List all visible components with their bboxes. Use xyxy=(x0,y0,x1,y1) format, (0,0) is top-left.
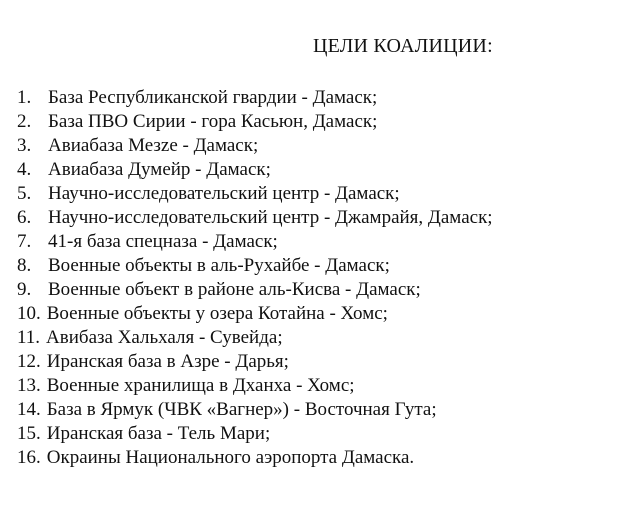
item-text: 41-я база спецназа - Дамаск; xyxy=(48,231,278,252)
targets-list xyxy=(17,86,493,470)
list-item xyxy=(17,374,493,398)
item-text: База ПВО Сирии - гора Касьюн, Дамаск; xyxy=(48,111,378,132)
item-text: Авиабаза Мезze - Дамаск; xyxy=(48,135,259,156)
list-item xyxy=(17,110,493,134)
item-number: 12. xyxy=(17,351,41,372)
list-item xyxy=(17,398,493,422)
list-item xyxy=(17,446,493,470)
item-text: Научно-исследовательский центр - Дамаск; xyxy=(48,183,400,204)
item-text: Военные объект в районе аль-Кисва - Дамаск; xyxy=(48,279,421,300)
item-text: Военные объекты в аль-Рухайбе - Дамаск; xyxy=(48,255,390,276)
item-number: 8. xyxy=(17,255,32,276)
item-number: 10. xyxy=(17,303,41,324)
item-number: 6. xyxy=(17,207,32,228)
item-text: Окраины Национального аэропорта Дамаска. xyxy=(46,447,415,468)
list-item xyxy=(17,326,493,350)
item-number: 11. xyxy=(17,327,41,348)
item-text: База в Ярмук (ЧВК «Вагнер») - Восточная Гута; xyxy=(46,399,437,420)
list-item xyxy=(17,350,493,374)
list-item xyxy=(17,206,493,230)
item-text: Иранская база - Тель Мари; xyxy=(46,423,271,444)
item-text: Авиабаза Думейр - Дамаск; xyxy=(48,159,271,180)
list-item xyxy=(17,182,493,206)
item-number: 5. xyxy=(17,183,32,204)
item-number: 15. xyxy=(17,423,41,444)
item-number: 14. xyxy=(17,399,41,420)
list-item xyxy=(17,134,493,158)
list-item xyxy=(17,422,493,446)
item-text: Авибаза Хальхаля - Сувейда; xyxy=(46,327,283,348)
item-number: 1. xyxy=(17,87,32,108)
list-item xyxy=(17,86,493,110)
item-text: Военные хранилища в Дханха - Хомс; xyxy=(46,375,355,396)
item-number: 16. xyxy=(17,447,41,468)
item-number: 9. xyxy=(17,279,32,300)
item-number: 13. xyxy=(17,375,41,396)
item-text: База Республиканской гвардии - Дамаск; xyxy=(48,87,378,108)
list-item xyxy=(17,254,493,278)
list-item xyxy=(17,158,493,182)
item-text: Научно-исследовательский центр - Джамрайя, Дамаск; xyxy=(48,207,493,228)
item-text: Иранская база в Азре - Дарья; xyxy=(46,351,289,372)
document-title: ЦЕЛИ КОАЛИЦИИ: xyxy=(313,35,493,57)
item-number: 4. xyxy=(17,159,32,180)
list-item xyxy=(17,278,493,302)
item-text: Военные объекты у озера Котайна - Хомс; xyxy=(46,303,388,324)
item-number: 3. xyxy=(17,135,32,156)
list-item xyxy=(17,302,493,326)
item-number: 2. xyxy=(17,111,32,132)
list-item xyxy=(17,230,493,254)
item-number: 7. xyxy=(17,231,32,252)
